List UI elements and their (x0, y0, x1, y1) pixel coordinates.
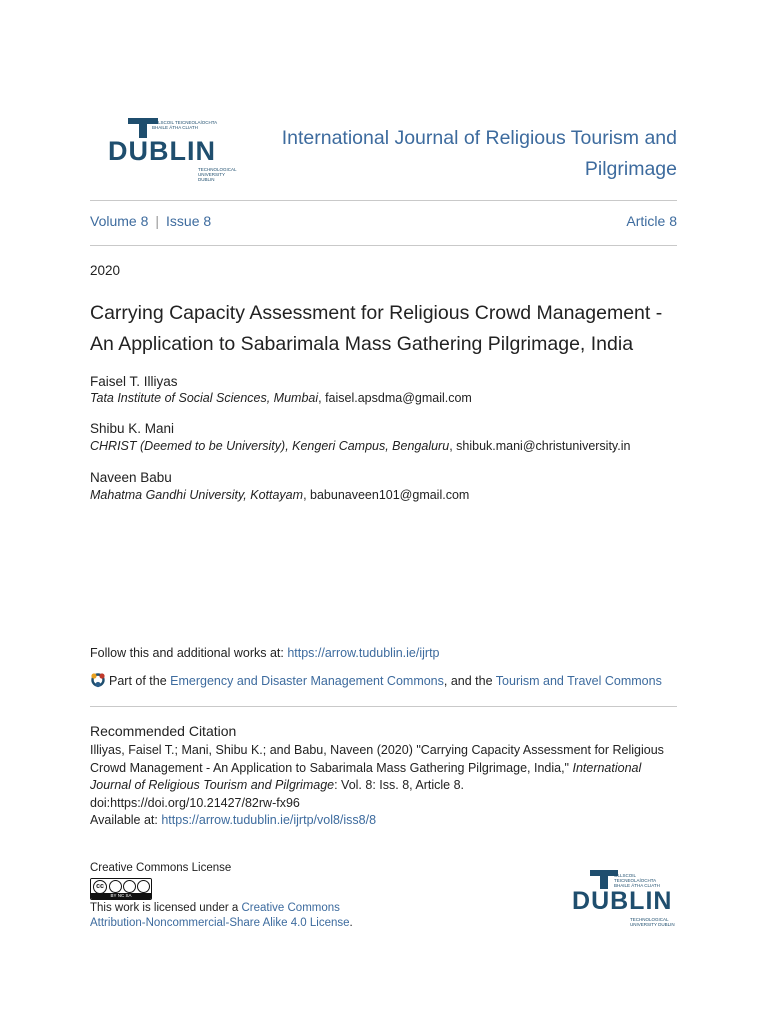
article-link[interactable]: Article 8 (626, 213, 677, 229)
publication-year: 2020 (90, 263, 121, 278)
journal-title[interactable]: International Journal of Religious Tourism and Pilgrimage (281, 127, 677, 180)
license-statement: This work is licensed under a Creative Commons Attribution-Noncommercial-Share Alike 4.0 License. (90, 902, 353, 929)
recommended-citation: Illiyas, Faisel T.; Mani, Shibu K.; and Babu, Naveen (2020) "Carrying Capacity Assessment for Religious Crowd Management - An Application to Sabarimala Mass Gathering Pilgrimage, India," International Journal of Religious Tourism and Pilgrimage: Vol. 8: Iss. 8, Article 8. doi:https://doi.org/10.21427/82rw-fx96 Available at: https://arrow.tudublin.ie/ijrtp/vol8/iss8/8 (90, 743, 664, 827)
citation-divider (90, 706, 677, 707)
logo-irish-text: OLLSCOIL TEICNEOLAÍOCHTA BHAILE ÁTHA CLIATH (152, 120, 218, 131)
volume-link[interactable]: Volume 8 (90, 213, 149, 229)
follow-line: Follow this and additional works at: https://arrow.tudublin.ie/ijrtp (90, 646, 440, 660)
article-url-link[interactable]: https://arrow.tudublin.ie/ijrtp/vol8/iss8/8 (161, 813, 377, 827)
issue-divider (90, 245, 677, 246)
author-name[interactable]: Naveen Babu (90, 470, 172, 485)
logo-irish-text: OLLSCOIL TEICNEOLAÍOCHTA BHAILE ÁTHA CLIATH (614, 873, 660, 889)
license-label: Creative Commons License (90, 862, 232, 874)
volume-issue-separator: | (155, 213, 160, 229)
author-name[interactable]: Faisel T. Illiyas (90, 374, 178, 389)
header-divider (90, 200, 677, 201)
emergency-commons-link[interactable]: Emergency and Disaster Management Commons (170, 674, 444, 688)
tu-dublin-logo-footer (572, 870, 677, 930)
recommended-citation-heading: Recommended Citation (90, 723, 237, 739)
author-name[interactable]: Shibu K. Mani (90, 421, 175, 436)
tourism-commons-link[interactable]: Tourism and Travel Commons (495, 674, 662, 688)
creative-commons-badge-icon[interactable]: cc BY NC SA (90, 878, 152, 900)
tu-dublin-logo (108, 118, 237, 183)
repository-link[interactable]: https://arrow.tudublin.ie/ijrtp (287, 646, 440, 660)
logo-english-text: TECHNOLOGICAL UNIVERSITY DUBLIN (630, 917, 675, 928)
paper-title: Carrying Capacity Assessment for Religious Crowd Management - An Application to Sabarimala Mass Gathering Pilgrimage, India (90, 302, 663, 355)
logo-english-text: TECHNOLOGICAL UNIVERSITY DUBLIN (198, 167, 237, 183)
logo-wordmark: DU BLIN (108, 136, 216, 166)
issue-link[interactable]: Issue 8 (166, 213, 212, 229)
network-icon (90, 672, 106, 691)
author-affiliation: Mahatma Gandhi University, Kottayam, babunaveen101@gmail.com (90, 488, 470, 502)
license-link[interactable]: Creative Commons (241, 902, 340, 914)
logo-wordmark: DUBLIN (572, 887, 673, 915)
author-affiliation: Tata Institute of Social Sciences, Mumbai, faisel.apsdma@gmail.com (90, 391, 472, 405)
license-link-line2[interactable]: Attribution-Noncommercial-Share Alike 4.0 License (90, 917, 350, 929)
author-affiliation: CHRIST (Deemed to be University), Kengeri Campus, Bengaluru, shibuk.mani@christuniversity.in (90, 439, 631, 453)
volume-issue-row (90, 213, 677, 229)
part-of-line: Part of the Emergency and Disaster Management Commons, and the Tourism and Travel Commons (90, 672, 662, 691)
